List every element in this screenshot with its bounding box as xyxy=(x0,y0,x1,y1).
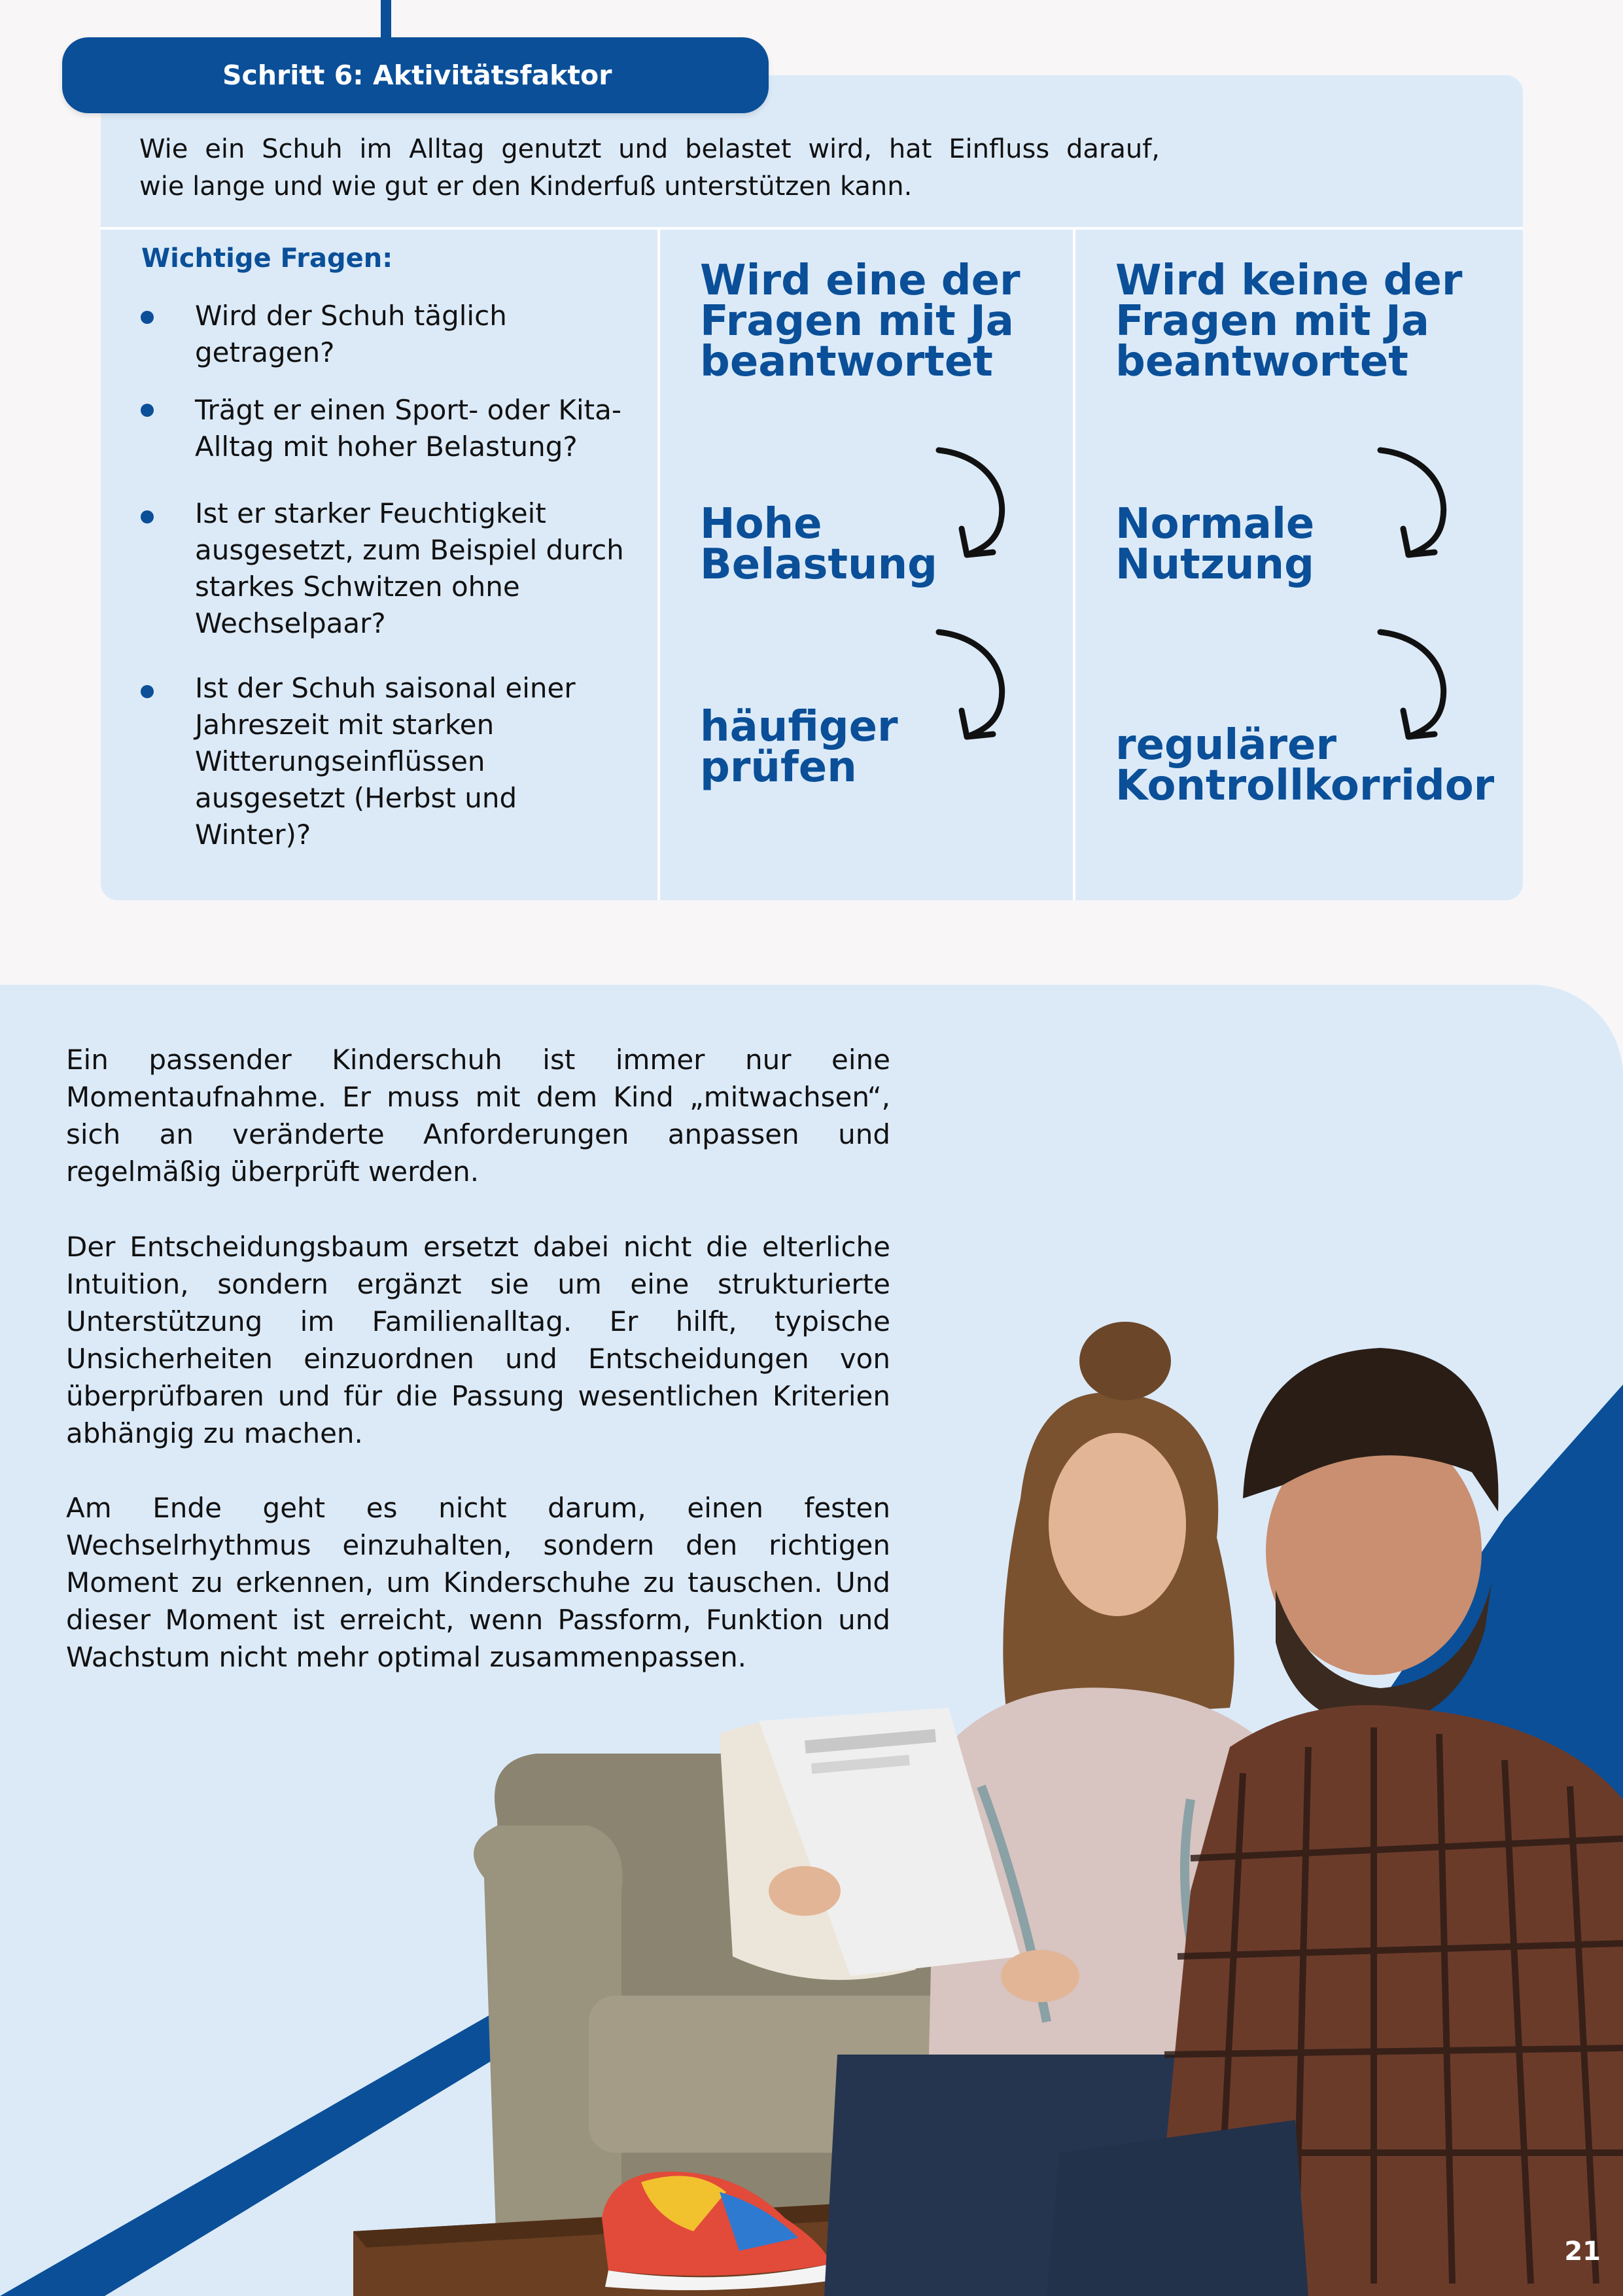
step-title: Schritt 6: Aktivitätsfaktor xyxy=(222,60,612,91)
list-item-line: Wird der Schuh täglich xyxy=(195,300,507,332)
flow-result-line: Hohe xyxy=(700,500,822,548)
list-item-line: Trägt er einen Sport- oder Kita- xyxy=(195,394,622,426)
flow-heading-line: beantwortet xyxy=(1115,338,1408,386)
body-paragraph: Am Ende geht es nicht darum, einen festen Wechselrhythmus einzuhalten, sondern den richtigen Moment zu erkennen, um Kinderschuhe zu tauschen. Und dieser Moment ist erreicht, wenn Passform, Funktion und Wachstum nicht mehr optimal zusammenpassen. xyxy=(66,1492,890,1673)
divider xyxy=(657,230,660,900)
list-item xyxy=(195,495,646,642)
body-paragraph: Ein passender Kinderschuh ist immer nur eine Momentaufnahme. Er muss mit dem Kind „mitwachsen“, sich an veränderte Anforderungen anpassen und regelmäßig überprüft werden. xyxy=(66,1044,890,1188)
bullet-icon xyxy=(141,311,154,324)
questions-heading: Wichtige Fragen: xyxy=(141,243,393,274)
flow-yes-result xyxy=(700,500,937,589)
flow-no-heading xyxy=(1115,256,1463,386)
intro-line: Wie ein Schuh im Alltag genutzt und belastet wird, hat Einfluss darauf, xyxy=(139,134,1160,164)
list-item-line: starkes Schwitzen ohne xyxy=(195,571,520,603)
flow-heading-line: Fragen mit Ja xyxy=(700,297,1014,345)
flow-heading-line: Wird eine der xyxy=(700,256,1021,305)
page-number: 21 xyxy=(1564,2236,1601,2267)
list-item-line: Winter)? xyxy=(195,819,311,851)
divider xyxy=(1073,230,1075,900)
list-item-line: Alltag mit hoher Belastung? xyxy=(195,431,578,463)
intro-line: wie lange und wie gut er den Kinderfuß unterstützen kann. xyxy=(139,171,913,202)
curved-arrow-icon xyxy=(935,442,1014,567)
flow-yes-heading xyxy=(700,256,1021,386)
divider xyxy=(101,227,1523,230)
flow-no-result xyxy=(1115,500,1315,589)
bullet-icon xyxy=(141,685,154,698)
flow-heading-line: beantwortet xyxy=(700,338,993,386)
list-item-line: Wechselpaar? xyxy=(195,607,386,639)
list-item-line: getragen? xyxy=(195,336,335,368)
flow-action-line: häufiger xyxy=(700,703,898,751)
list-item-line: Ist der Schuh saisonal einer xyxy=(195,672,576,704)
step-intro xyxy=(139,131,1160,205)
bullet-icon xyxy=(141,510,154,523)
flow-result-line: Belastung xyxy=(700,540,937,589)
flow-result-line: Nutzung xyxy=(1115,540,1314,589)
flow-no-action xyxy=(1115,721,1495,810)
flow-action-line: prüfen xyxy=(700,743,857,792)
connector-line xyxy=(381,0,391,41)
list-item-line: Ist er starker Feuchtigkeit xyxy=(195,497,546,529)
list-item xyxy=(195,670,646,853)
bullet-icon xyxy=(141,404,154,417)
curved-arrow-icon xyxy=(1377,442,1456,567)
step-header xyxy=(62,37,769,113)
body-paragraph: Der Entscheidungsbaum ersetzt dabei nicht die elterliche Intuition, sondern ergänzt sie um eine strukturierte Unterstützung im Familienalltag. Er hilft, typische Unsicherheiten einzuordnen und Entscheidungen von überprüfbaren und für die Passung wesentlichen Kriterien abhängig zu machen. xyxy=(66,1231,890,1449)
list-item-line: ausgesetzt, zum Beispiel durch xyxy=(195,534,624,566)
list-item xyxy=(195,298,646,371)
flow-action-line: Kontrollkorridor xyxy=(1115,762,1495,810)
flow-yes-action xyxy=(700,703,898,792)
flow-action-line: regulärer xyxy=(1115,721,1336,769)
flow-heading-line: Wird keine der xyxy=(1115,256,1463,305)
flow-result-line: Normale xyxy=(1115,500,1315,548)
list-item-line: ausgesetzt (Herbst und xyxy=(195,782,517,814)
list-item-line: Jahreszeit mit starken xyxy=(195,709,495,741)
list-item xyxy=(195,392,646,465)
flow-heading-line: Fragen mit Ja xyxy=(1115,297,1429,345)
curved-arrow-icon xyxy=(935,624,1014,749)
list-item-line: Witterungseinflüssen xyxy=(195,745,485,777)
